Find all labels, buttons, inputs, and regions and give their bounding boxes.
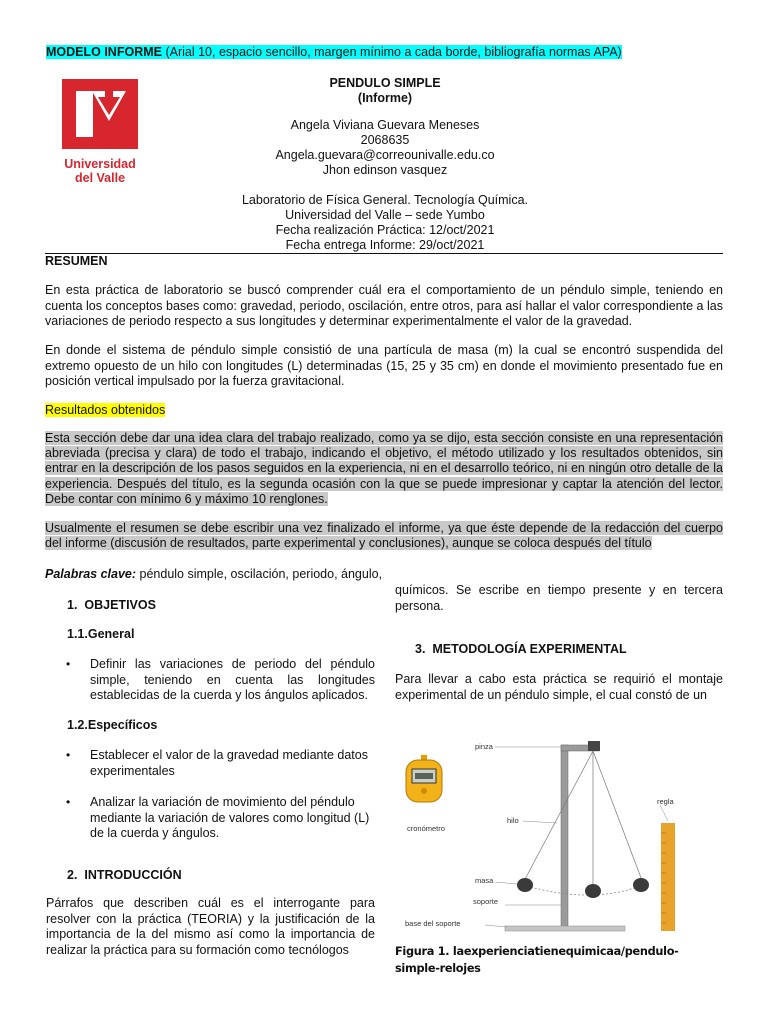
resumen-rule	[45, 253, 723, 254]
logo-icon	[62, 79, 138, 149]
specific-item: • Analizar la variación de movimiento del péndulo mediante la variación de valores como longitud (L) de la cuerda y ángulos.	[46, 795, 375, 842]
title-block	[200, 76, 570, 253]
author-email: Angela.guevara@correounivalle.edu.co	[275, 148, 495, 162]
model-header	[46, 45, 622, 59]
model-note: (Arial 10, espacio sencillo, margen mínimo a cada borde, bibliografía normas APA)	[162, 45, 622, 59]
model-title: MODELO INFORME	[46, 45, 162, 59]
date-done: Fecha realización Práctica: 12/oct/2021	[275, 223, 495, 237]
mass-right	[633, 878, 649, 892]
intro-heading: 2. INTRODUCCIÓN	[67, 868, 182, 882]
resumen-heading: RESUMEN	[45, 254, 108, 268]
stopwatch-icon	[406, 755, 442, 802]
results-label: Resultados obtenidos	[45, 403, 166, 417]
specific-list	[46, 748, 375, 842]
clamp	[588, 741, 600, 751]
logo-line-2: del Valle	[74, 171, 126, 185]
intro-text: Párrafos que describen cuál es el interrogante para resolver con la práctica (TEORIA) y la justificación de la importancia de la del mismo así como la importancia de realizar la práctica para su formación como tecnólogos	[46, 896, 375, 957]
lab-name: Laboratorio de Física General. Tecnología Química.	[241, 193, 529, 207]
resumen-paragraph-1: En esta práctica de laboratorio se buscó comprender cuál era el comportamiento de un péndulo simple, teniendo en cuenta los conceptos bases como: gravedad, periodo, oscilación, entre otros, para así hallar el valor correspondiente a las variaciones de periodo respecto a sus longitudes y determinar experimentalmente el valor de la gravedad.	[45, 283, 723, 328]
label-pinza: pinza	[475, 742, 493, 751]
label-cronometro: cronómetro	[407, 824, 445, 833]
general-heading: 1.1.General	[67, 627, 135, 641]
author-code: 2068635	[360, 133, 410, 147]
resumen-paragraph-4: Usualmente el resumen se debe escribir una vez finalizado el informe, ya que éste depende de la redacción del cuerpo del informe (discusión de resultados, parte experimental y conclusiones), aunque se coloca después del título	[45, 521, 723, 551]
ruler-icon	[661, 823, 675, 931]
author-name: Angela Viviana Guevara Meneses	[290, 118, 480, 132]
report-title: PENDULO SIMPLE	[329, 76, 441, 90]
logo-line-1: Universidad	[64, 157, 136, 171]
specific-heading: 1.2.Específicos	[67, 718, 158, 732]
resumen-paragraph-3: Esta sección debe dar una idea clara del trabajo realizado, como ya se dijo, esta sección consiste en una representación abreviada (precisa y clara) de todo el trabajo, indicando el objetivo, el método utilizado y los resultados obtenidos, sin entrar en la descripción de los pasos seguidos en la experiencia, ni en el desarrollo teórico, ni en ningún otro detalle de la experiencia. Después del título, es la segunda ocasión con la que se puede impresionar y captar la atención del lector. Debe contar con mínimo 6 y máximo 10 renglones.	[45, 431, 723, 506]
support-rod	[561, 745, 568, 929]
support-base	[505, 926, 625, 931]
methodology-text: Para llevar a cabo esta práctica se requirió el montaje experimental de un péndulo simple, el cual constó de un	[395, 672, 723, 702]
resumen-paragraph-2: En donde el sistema de péndulo simple consistió de una partícula de masa (m) la cual se encontró suspendida del extremo opuesto de un hilo con longitudes (L) determinadas (15, 25 y 35 cm) en donde el movimiento presentado fue en posición vertical impulsado por la fuerza gravitacional.	[45, 343, 723, 388]
label-regla: regla	[657, 797, 674, 806]
general-item: • Definir las variaciones de periodo del péndulo simple, teniendo en cuenta las longitudes establecidas de la cuerda y los ángulos aplicados.	[46, 657, 375, 704]
mass-left	[517, 878, 533, 892]
figure-caption: Figura 1. laexperienciatienequimicaa/pendulo-simple-relojes	[395, 945, 679, 975]
methodology-heading: 3. METODOLOGÍA EXPERIMENTAL	[415, 642, 627, 656]
report-subtitle: (Informe)	[357, 91, 413, 105]
label-masa: masa	[475, 876, 494, 885]
pendulum-diagram	[395, 733, 695, 933]
label-hilo: hilo	[507, 816, 519, 825]
keywords	[45, 567, 382, 581]
keywords-text: péndulo simple, oscilación, periodo, ángulo,	[136, 567, 383, 581]
date-delivery: Fecha entrega Informe: 29/oct/2021	[285, 238, 485, 252]
university-logo	[62, 79, 138, 185]
university-name: Universidad del Valle – sede Yumbo	[285, 208, 485, 222]
objectives-heading: 1. OBJETIVOS	[67, 598, 156, 612]
keywords-label: Palabras clave:	[45, 567, 137, 581]
intro-continuation: químicos. Se escribe en tiempo presente y en tercera persona.	[395, 583, 723, 613]
coauthor-name: Jhon edinson vasquez	[322, 163, 448, 177]
specific-item: • Establecer el valor de la gravedad mediante datos experimentales	[46, 748, 375, 779]
label-soporte: soporte	[473, 897, 499, 906]
mass-center	[585, 884, 601, 898]
pendulum-figure	[395, 733, 695, 933]
general-list	[46, 657, 375, 704]
label-base: base del soporte	[405, 919, 461, 928]
